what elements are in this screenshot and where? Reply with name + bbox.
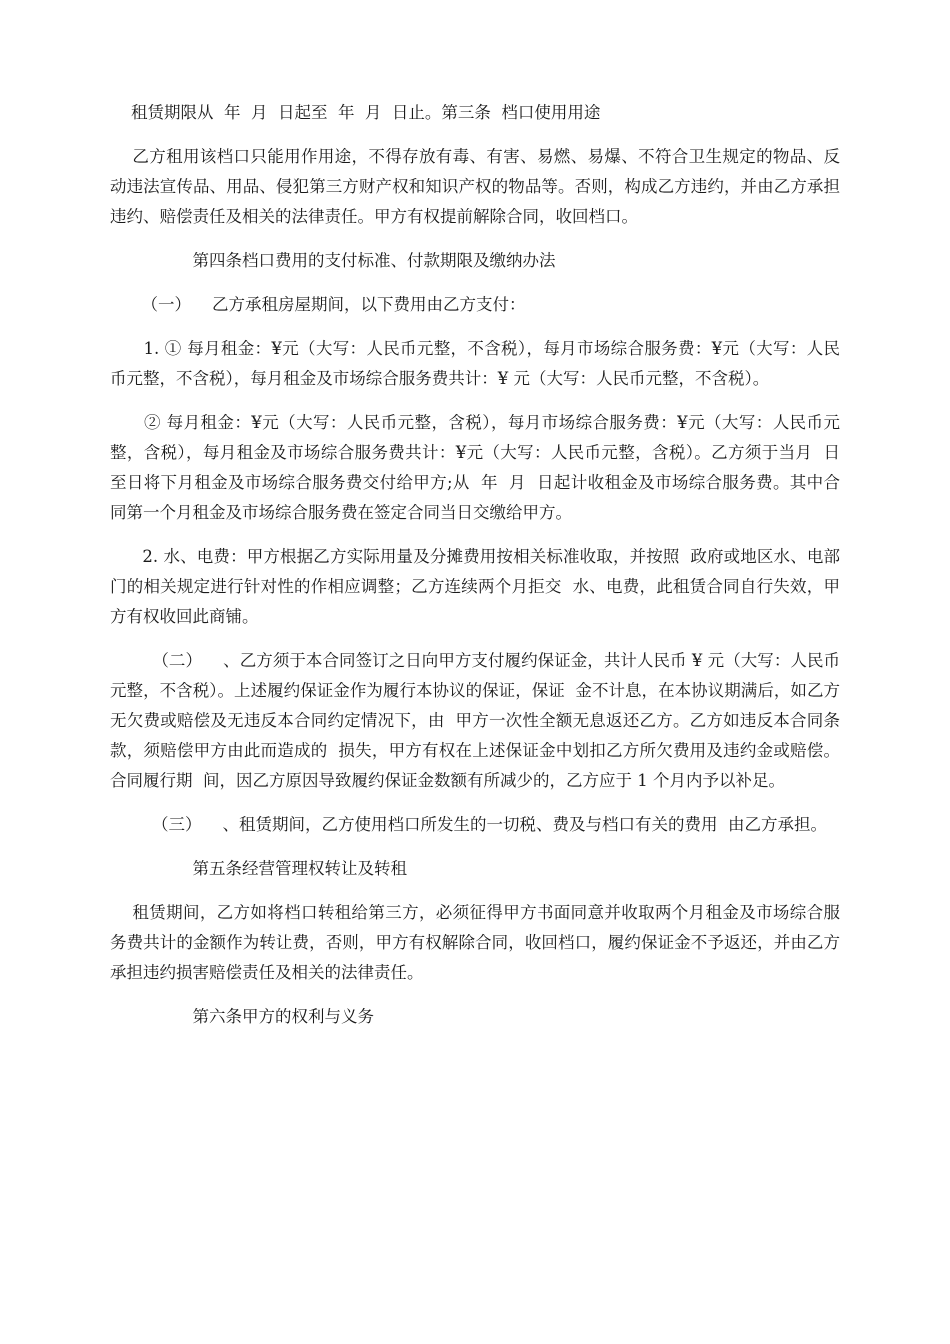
usage-paragraph: 乙方租用该档口只能用作用途，不得存放有毒、有害、易燃、易爆、不符合卫生规定的物品、反动违法宣传品、用品、侵犯第三方财产权和知识产权的物品等。否则，构成乙方违约，并由乙方承担违约、赔偿责任及相关的法律责任。甲方有权提前解除合同，收回档口。 [110,147,840,226]
lease-term-paragraph: 租赁期限从 年 月 日起至 年 月 日止。第三条 档口使用用途 [110,103,601,122]
article-5-heading: 第五条经营管理权转让及转租 [192,859,407,878]
article-4-heading: 第四条档口费用的支付标准、付款期限及缴纳办法 [192,251,556,270]
rent-fee-taxed-paragraph: ② 每月租金：¥元（大写：人民币元整，含税），每月市场综合服务费：¥元（大写：人民币元整，含税），每月租金及市场综合服务费共计：¥元（大写：人民币元整，含税）。乙方须于当月 日至日将下月租金及市场综合服务费交付给甲方;从 年 月 日起计收租金及市场综合服务费。其中合同第一个月租金及市场综合服务费在签定合同当日交缴给甲方。 [110,413,840,522]
sublease-paragraph: 租赁期间，乙方如将档口转租给第三方，必须征得甲方书面同意并收取两个月租金及市场综合服务费共计的金额作为转让费，否则，甲方有权解除合同，收回档口，履约保证金不予返还，并由乙方承担违约损害赔偿责任及相关的法律责任。 [110,903,840,982]
article-6-heading: 第六条甲方的权利与义务 [192,1007,374,1026]
document-page [110,98,840,1032]
deposit-paragraph: （二） 、乙方须于本合同签订之日向甲方支付履约保证金，共计人民币 ¥ 元（大写：人民币元整，不含税）。上述履约保证金作为履行本协议的保证，保证 金不计息，在本协议期满后，如乙方无欠费或赔偿及无违反本合同约定情况下，由 甲方一次性全额无息返还乙方。乙方如违反本合同条款，须赔偿甲方由此而造成的 损失，甲方有权在上述保证金中划扣乙方所欠费用及违约金或赔偿。合同履行期 间，因乙方原因导致履约保证金数额有所减少的，乙方应于 1 个月内予以补足。 [110,651,840,790]
taxes-paragraph: （三） 、租赁期间，乙方使用档口所发生的一切税、费及与档口有关的费用 由乙方承担。 [110,815,827,834]
rent-fee-untaxed-paragraph: 1. ① 每月租金：¥元（大写：人民币元整，不含税），每月市场综合服务费：¥元（大写：人民币元整，不含税），每月租金及市场综合服务费共计：¥ 元（大写：人民币元整，不含税）。 [110,339,840,388]
utilities-paragraph: 2. 水、电费：甲方根据乙方实际用量及分摊费用按相关标准收取，并按照 政府或地区水、电部门的相关规定进行针对性的作相应调整；乙方连续两个月拒交 水、电费，此租赁合同自行失效，甲方有权收回此商铺。 [110,547,840,626]
article-4-item-1-intro: （一） 乙方承租房屋期间，以下费用由乙方支付： [110,295,526,314]
